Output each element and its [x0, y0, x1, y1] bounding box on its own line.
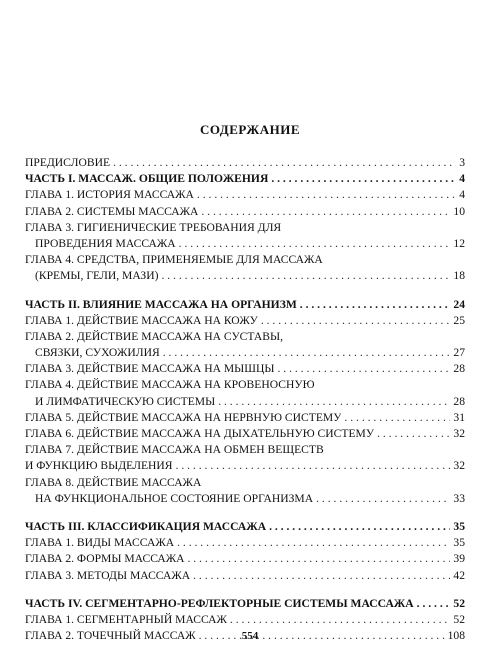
toc-entry-continuation: И ФУНКЦИЮ ВЫДЕЛЕНИЯ . . . 32: [25, 458, 465, 474]
toc-entry: ГЛАВА 3. ГИГИЕНИЧЕСКИЕ ТРЕБОВАНИЯ ДЛЯ: [25, 220, 282, 234]
toc-entry: ГЛАВА 3. МЕТОДЫ МАССАЖА . . . 42: [25, 568, 465, 584]
toc-entry: ПРЕДИСЛОВИЕ . . . 3: [25, 155, 465, 171]
toc-entry: ГЛАВА 4. СРЕДСТВА, ПРИМЕНЯЕМЫЕ ДЛЯ МАССАЖА: [25, 253, 323, 267]
toc-entry-continuation: И ЛИМФАТИЧЕСКУЮ СИСТЕМЫ . . . 28: [25, 394, 465, 410]
toc-entry: ГЛАВА 4. ДЕЙСТВИЕ МАССАЖА НА КРОВЕНОСНУЮ: [25, 378, 315, 392]
toc-entry: ГЛАВА 2. ТОЧЕЧНЫЙ МАССАЖ . . . 108: [25, 628, 465, 644]
toc-part-entry: ЧАСТЬ IV. СЕГМЕНТАРНО-РЕФЛЕКТОРНЫЕ СИСТЕМЫ МАССАЖА . . . 52: [25, 596, 465, 612]
toc-entry-continuation: НА ФУНКЦИОНАЛЬНОЕ СОСТОЯНИЕ ОРГАНИЗМА . . . 33: [25, 491, 465, 507]
toc-entry: ГЛАВА 2. ДЕЙСТВИЕ МАССАЖА НА СУСТАВЫ,: [25, 329, 284, 343]
toc-part-entry: ЧАСТЬ II. ВЛИЯНИЕ МАССАЖА НА ОРГАНИЗМ . . . 24: [25, 297, 465, 313]
toc-entry: ГЛАВА 3. ДЕЙСТВИЕ МАССАЖА НА МЫШЦЫ . . . 28: [25, 361, 465, 377]
toc-entry: ГЛАВА 2. СИСТЕМЫ МАССАЖА . . . 10: [25, 204, 465, 220]
toc-entry: ГЛАВА 1. ИСТОРИЯ МАССАЖА . . . 4: [25, 187, 465, 203]
toc-part-entry: ЧАСТЬ I. МАССАЖ. ОБЩИЕ ПОЛОЖЕНИЯ . . . 4: [25, 171, 465, 187]
toc-entry-continuation: СВЯЗКИ, СУХОЖИЛИЯ . . . 27: [25, 345, 465, 361]
toc-entry: ГЛАВА 5. ДЕЙСТВИЕ МАССАЖА НА НЕРВНУЮ СИСТЕМУ . . . 31: [25, 410, 465, 426]
toc-entry: ГЛАВА 7. ДЕЙСТВИЕ МАССАЖА НА ОБМЕН ВЕЩЕСТВ: [25, 443, 324, 457]
toc-entry: ГЛАВА 8. ДЕЙСТВИЕ МАССАЖА: [25, 475, 202, 489]
toc-heading: СОДЕРЖАНИЕ: [199, 122, 301, 137]
toc-entry-continuation: ПРОВЕДЕНИЯ МАССАЖА . . . 12: [25, 236, 465, 252]
toc-entry: ГЛАВА 2. ФОРМЫ МАССАЖА . . . 39: [25, 551, 465, 567]
toc-entry: ГЛАВА 1. ДЕЙСТВИЕ МАССАЖА НА КОЖУ . . . 25: [25, 313, 465, 329]
toc-part-entry: ЧАСТЬ III. КЛАССИФИКАЦИЯ МАССАЖА . . . 35: [25, 519, 465, 535]
table-of-contents: [25, 155, 465, 644]
toc-entry: ГЛАВА 6. ДЕЙСТВИЕ МАССАЖА НА ДЫХАТЕЛЬНУЮ СИСТЕМУ . . . 32: [25, 426, 465, 442]
toc-entry: ГЛАВА 1. ВИДЫ МАССАЖА . . . 35: [25, 535, 465, 551]
toc-entry: ГЛАВА 1. СЕГМЕНТАРНЫЙ МАССАЖ . . . 52: [25, 612, 465, 628]
page-number: 554: [241, 630, 259, 642]
toc-entry-continuation: (КРЕМЫ, ГЕЛИ, МАЗИ) . . . 18: [25, 268, 465, 284]
